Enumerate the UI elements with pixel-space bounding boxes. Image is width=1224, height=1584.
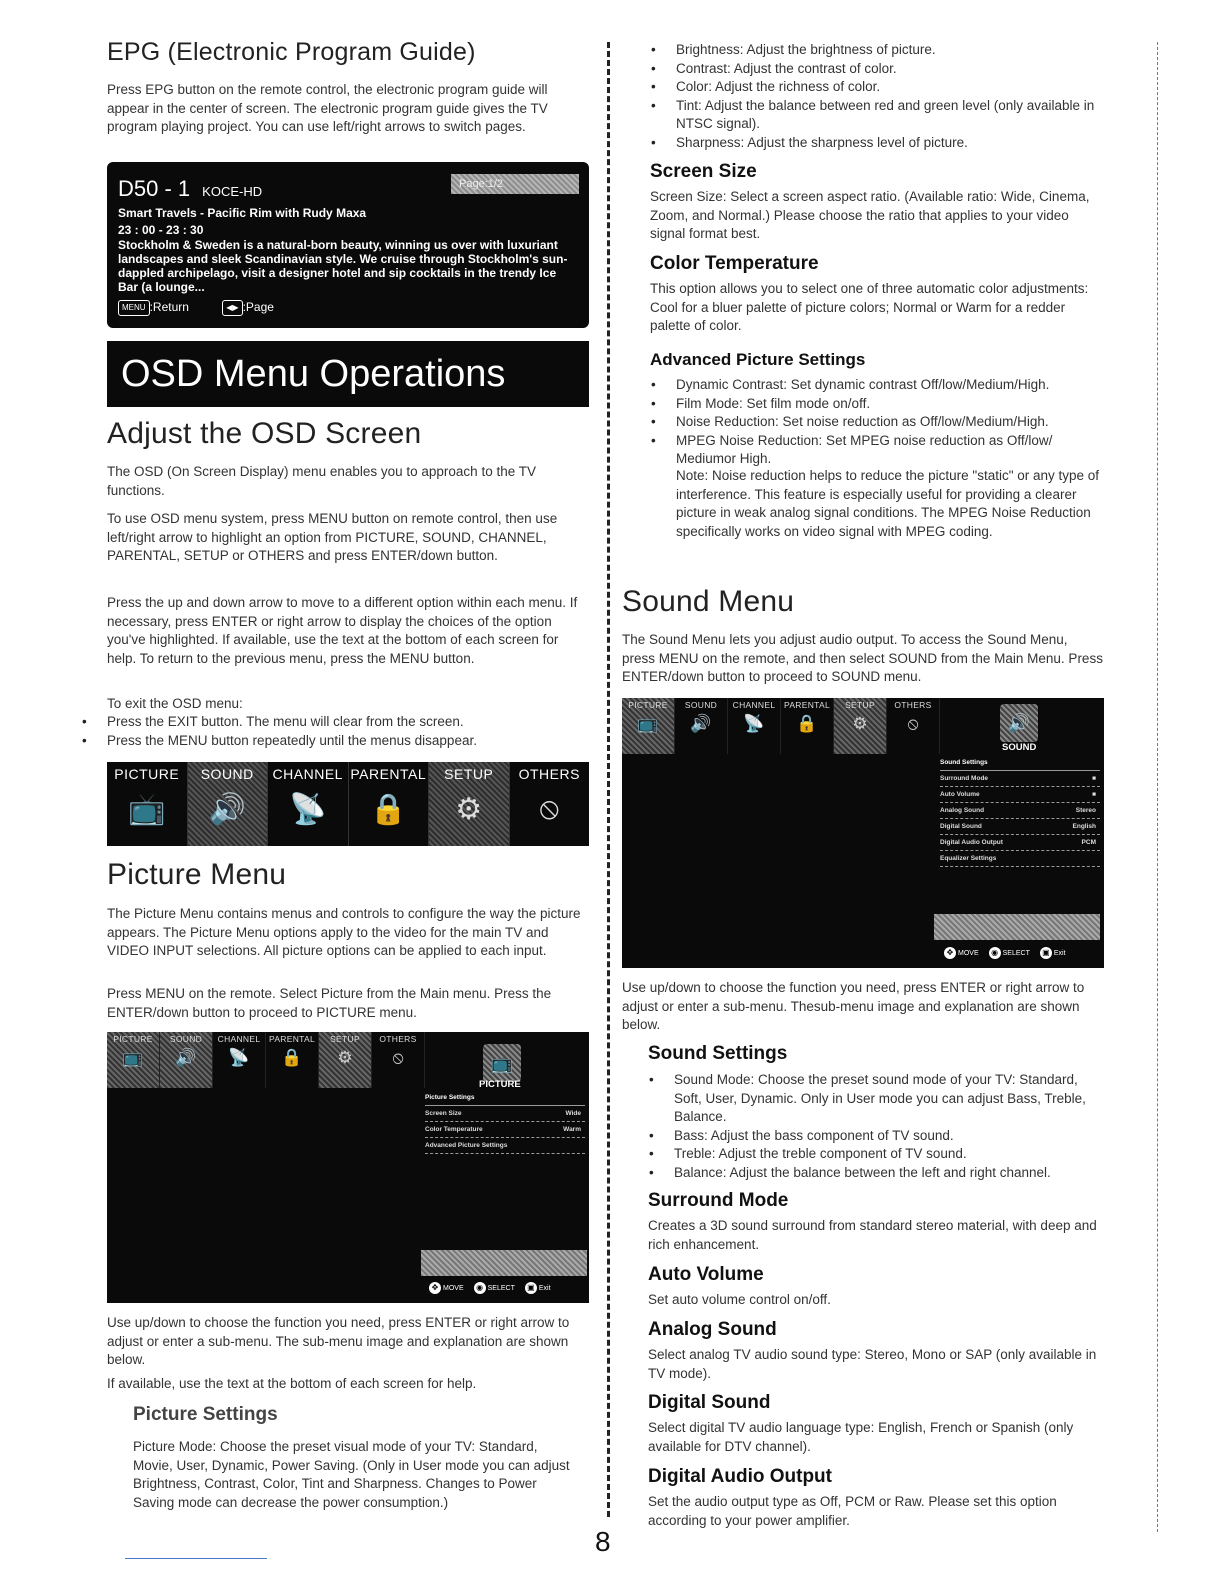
sound-selected-icon: 🔊	[1000, 704, 1038, 742]
sound-settings-bullets	[647, 1071, 1109, 1182]
exit-bullets	[80, 713, 589, 750]
list-item: • Press the EXIT button. The menu will clear from the screen.	[80, 713, 589, 732]
satellite-icon: 📡	[743, 714, 765, 733]
list-item: • Tint: Adjust the balance between red and green level (only available in NTSC signal).	[649, 97, 1109, 134]
picture-menu-p4: If available, use the text at the bottom of each screen for help.	[107, 1376, 477, 1391]
list-item: • Press the MENU button repeatedly until the menus disappear.	[80, 732, 589, 751]
picture-selected-icon: 📺	[483, 1044, 521, 1082]
sound-settings-title: Sound Settings	[648, 1043, 788, 1064]
exit-key-icon: ▣	[525, 1282, 537, 1294]
menu-row-advanced-picture[interactable]: Advanced Picture Settings	[425, 1138, 585, 1154]
select-key-icon: ◉	[474, 1282, 486, 1294]
menu-row-screen-size[interactable]: Screen Size Wide	[425, 1106, 585, 1122]
picture-menu-p3: Use up/down to choose the function you need, press ENTER or right arrow to adjust or enter a sub-menu. The sub-menu image and explanation are shown below.	[107, 1315, 570, 1367]
tv-icon: 📺	[128, 793, 166, 826]
tv-icon: 📺	[637, 714, 659, 733]
picture-bullets	[649, 41, 1109, 152]
digital-audio-body: Set the audio output type as Off, PCM or Raw. Please set this option according to your power amplifier.	[648, 1494, 1057, 1528]
tab-others[interactable]: OTHERS ⦸	[372, 1032, 425, 1088]
help-bar	[934, 914, 1100, 940]
surround-title: Surround Mode	[648, 1190, 789, 1211]
menu-row-sound-settings[interactable]: Sound Settings	[940, 755, 1100, 771]
screen-footer: ✥ MOVE ◉ SELECT ▣ Exit	[419, 1282, 551, 1294]
tab-parental[interactable]: PARENTAL 🔒	[266, 1032, 319, 1088]
adjust-p2: To use OSD menu system, press MENU button on remote control, then use left/right arrow to highlight an option from PICTURE, SOUND, CHANNEL, PARENTAL, SETUP or OTHERS and press ENTER/down button.	[107, 511, 558, 563]
advanced-bullets	[649, 376, 1109, 469]
epg-key-hints: MENU :Return ◀▶ :Page	[118, 300, 274, 316]
list-item: • MPEG Noise Reduction: Set MPEG noise reduction as Off/low/ Mediumor High.	[649, 432, 1109, 469]
adjust-title: Adjust the OSD Screen	[107, 417, 422, 450]
picture-settings-body: Picture Mode: Choose the preset visual mode of your TV: Standard, Movie, User, Dynamic, Power Saving. (Only in User mode you can adjust Brightness, Contrast, Color, Tint and Sharpness. Changes to Power Saving mode can decrease the power consumption.)	[133, 1439, 570, 1510]
picture-settings-title: Picture Settings	[133, 1404, 278, 1425]
disc-icon: ⦸	[907, 714, 919, 733]
right-margin-line	[1157, 42, 1158, 1532]
selected-menu-name: SOUND	[1002, 742, 1037, 753]
osd-banner: OSD Menu Operations	[107, 341, 589, 407]
menu-key-icon: MENU	[118, 300, 150, 316]
satellite-icon: 📡	[289, 793, 327, 826]
picture-menu-p2: Press MENU on the remote. Select Picture from the Main menu. Press the ENTER/down button to proceed to PICTURE menu.	[107, 986, 552, 1020]
satellite-icon: 📡	[228, 1048, 250, 1067]
move-key-icon: ✥	[944, 947, 956, 959]
surround-body: Creates a 3D sound surround from standard stereo material, with deep and rich enhancement.	[648, 1218, 1097, 1252]
tab-picture[interactable]: PICTURE 📺	[107, 1032, 160, 1088]
menu-row-surround-mode[interactable]: Surround Mode ■	[940, 771, 1100, 787]
epg-screen	[107, 162, 589, 328]
epg-channel: D50 - 1 KOCE-HD	[118, 176, 263, 201]
epg-station: KOCE-HD	[202, 184, 263, 199]
gear-icon: ⚙	[455, 793, 483, 826]
speaker-icon: 🔊	[208, 793, 246, 826]
digital-sound-body: Select digital TV audio language type: English, French or Spanish (only available for DTV channel).	[648, 1420, 1074, 1454]
left-right-key-icon: ◀▶	[222, 300, 242, 316]
adjust-p3: Press the up and down arrow to move to a different option within each menu. If necessary, press ENTER or right arrow to display the choices of the option you've highlighted. If available, use the text at the bottom of each screen for help. To return to the previous menu, press the MENU button.	[107, 595, 578, 666]
tab-sound[interactable]: SOUND 🔊	[188, 762, 269, 846]
disc-icon: ⦸	[539, 792, 560, 825]
epg-page-indicator: Page:1/2	[451, 174, 579, 194]
list-item: • Sharpness: Adjust the sharpness level of picture.	[649, 134, 1109, 153]
speaker-icon: 🔊	[690, 714, 712, 733]
list-item: • Brightness: Adjust the brightness of picture.	[649, 41, 1109, 60]
sound-menu-title: Sound Menu	[622, 585, 795, 618]
tab-picture[interactable]: PICTURE 📺	[107, 762, 188, 846]
analog-sound-body: Select analog TV audio sound type: Stereo, Mono or SAP (only available in TV mode).	[648, 1347, 1097, 1381]
color-temp-title: Color Temperature	[650, 253, 819, 274]
sound-menu-screen	[622, 698, 1104, 968]
disc-icon: ⦸	[392, 1048, 404, 1067]
menu-row-digital-audio-output[interactable]: Digital Audio Output PCM	[940, 835, 1100, 851]
screen-footer: ✥ MOVE ◉ SELECT ▣ Exit	[934, 947, 1066, 959]
tab-others[interactable]: OTHERS ⦸	[510, 762, 590, 846]
sound-menu-p2: Use up/down to choose the function you need, press ENTER or right arrow to adjust or enter a sub-menu. Thesub-menu image and explanation are shown below.	[622, 980, 1085, 1032]
footer-rule	[125, 1558, 267, 1559]
epg-body: Press EPG button on the remote control, the electronic program guide will appear in the center of screen. The electronic program guide gives the TV program playing project. You can use left/right arrows to switch pages.	[107, 82, 548, 134]
picture-menu-screen	[107, 1032, 589, 1303]
select-key-icon: ◉	[989, 947, 1001, 959]
epg-time: 23 : 00 - 23 : 30	[118, 223, 204, 237]
screen-size-body: Screen Size: Select a screen aspect ratio. (Available ratio: Wide, Cinema, Zoom, and Normal.) Please choose the ratio that applies to your video signal format best.	[650, 189, 1090, 241]
tab-channel[interactable]: CHANNEL 📡	[728, 698, 781, 754]
speaker-icon: 🔊	[175, 1048, 197, 1067]
epg-title: EPG (Electronic Program Guide)	[107, 38, 476, 66]
gear-icon: ⚙	[852, 714, 868, 733]
menu-row-color-temperature[interactable]: Color Temperature Warm	[425, 1122, 585, 1138]
tab-sound[interactable]: SOUND 🔊	[675, 698, 728, 754]
sound-menu-rows	[940, 755, 1100, 867]
epg-program: Smart Travels - Pacific Rim with Rudy Maxa	[118, 206, 367, 220]
digital-sound-title: Digital Sound	[648, 1392, 771, 1413]
page-number: 8	[595, 1526, 611, 1557]
tab-setup[interactable]: SETUP ⚙	[429, 762, 510, 846]
analog-sound-title: Analog Sound	[648, 1319, 777, 1340]
epg-description: Stockholm & Sweden is a natural-born beauty, winning us over with luxuriant landscapes and sleek Scandinavian style. We cruise through Stockholm's sun-dappled archipelago, visit a designer hotel and sip cocktails in the trendy Ice Bar (a lounge...	[118, 238, 568, 294]
tab-others[interactable]: OTHERS ⦸	[887, 698, 940, 754]
list-item: • Color: Adjust the richness of color.	[649, 78, 1109, 97]
screen-tab-strip	[622, 698, 940, 754]
picture-menu-p1: The Picture Menu contains menus and controls to configure the way the picture appears. The Picture Menu options apply to the video for the main TV and VIDEO INPUT selections. All picture options can be applied to each input.	[107, 906, 581, 958]
lock-icon: 🔒	[281, 1048, 303, 1067]
exit-key-icon: ▣	[1040, 947, 1052, 959]
tab-picture[interactable]: PICTURE 📺	[622, 698, 675, 754]
list-item: • Noise Reduction: Set noise reduction as Off/low/Medium/High.	[649, 413, 1109, 432]
help-bar	[421, 1250, 587, 1276]
move-key-icon: ✥	[429, 1282, 441, 1294]
color-temp-body: This option allows you to select one of three automatic color adjustments: Cool for a bluer palette of picture colors; Normal or Warm for a redder palette of color.	[650, 281, 1089, 333]
sound-menu-p1: The Sound Menu lets you adjust audio output. To access the Sound Menu, press MENU on the remote, and then select SOUND from the Main Menu. Press ENTER/down button to proceed to SOUND menu.	[622, 632, 1103, 684]
lock-icon: 🔒	[796, 714, 818, 733]
screen-tab-strip	[107, 1032, 425, 1088]
tab-channel[interactable]: CHANNEL 📡	[213, 1032, 266, 1088]
osd-tab-bar	[107, 762, 589, 846]
advanced-title: Advanced Picture Settings	[650, 350, 866, 369]
adjust-p4: To exit the OSD menu:	[107, 696, 243, 711]
selected-menu-name: PICTURE	[479, 1079, 521, 1090]
gear-icon: ⚙	[337, 1048, 353, 1067]
advanced-note: Note: Noise reduction helps to reduce the picture "static" or any type of interference. This feature is especially useful for providing a clearer picture in weak analog signal conditions. The MPEG Noise Reduction specifically works on video signal with MPEG coding.	[676, 468, 1100, 539]
list-item: • Bass: Adjust the bass component of TV sound.	[647, 1127, 1109, 1146]
menu-row-equalizer-settings[interactable]: Equalizer Settings	[940, 851, 1100, 867]
lock-icon: 🔒	[369, 793, 407, 826]
list-item: • Sound Mode: Choose the preset sound mode of your TV: Standard, Soft, User, Dynamic. Only in User mode you can adjust Bass, Treble, Balance.	[647, 1071, 1109, 1127]
menu-row-analog-sound[interactable]: Analog Sound Stereo	[940, 803, 1100, 819]
tab-channel[interactable]: CHANNEL 📡	[268, 762, 349, 846]
menu-row-picture-settings[interactable]: Picture Settings	[425, 1090, 585, 1106]
tab-setup[interactable]: SETUP ⚙	[319, 1032, 372, 1088]
list-item: • Film Mode: Set film mode on/off.	[649, 395, 1109, 414]
column-divider	[607, 42, 610, 1517]
list-item: • Treble: Adjust the treble component of TV sound.	[647, 1145, 1109, 1164]
auto-volume-body: Set auto volume control on/off.	[648, 1292, 831, 1307]
digital-audio-title: Digital Audio Output	[648, 1466, 832, 1487]
tab-sound[interactable]: SOUND 🔊	[160, 1032, 213, 1088]
menu-row-auto-volume[interactable]: Auto Volume ■	[940, 787, 1100, 803]
tab-setup[interactable]: SETUP ⚙	[834, 698, 887, 754]
list-item: • Balance: Adjust the balance between the left and right channel.	[647, 1164, 1109, 1183]
tab-parental[interactable]: PARENTAL 🔒	[781, 698, 834, 754]
adjust-p1: The OSD (On Screen Display) menu enables you to approach to the TV functions.	[107, 464, 536, 498]
list-item: • Dynamic Contrast: Set dynamic contrast Off/low/Medium/High.	[649, 376, 1109, 395]
picture-menu-title: Picture Menu	[107, 858, 287, 891]
auto-volume-title: Auto Volume	[648, 1264, 764, 1285]
list-item: • Contrast: Adjust the contrast of color.	[649, 60, 1109, 79]
tab-parental[interactable]: PARENTAL 🔒	[349, 762, 430, 846]
screen-size-title: Screen Size	[650, 161, 757, 182]
tv-icon: 📺	[122, 1048, 144, 1067]
picture-menu-rows	[425, 1090, 585, 1154]
menu-row-digital-sound[interactable]: Digital Sound English	[940, 819, 1100, 835]
